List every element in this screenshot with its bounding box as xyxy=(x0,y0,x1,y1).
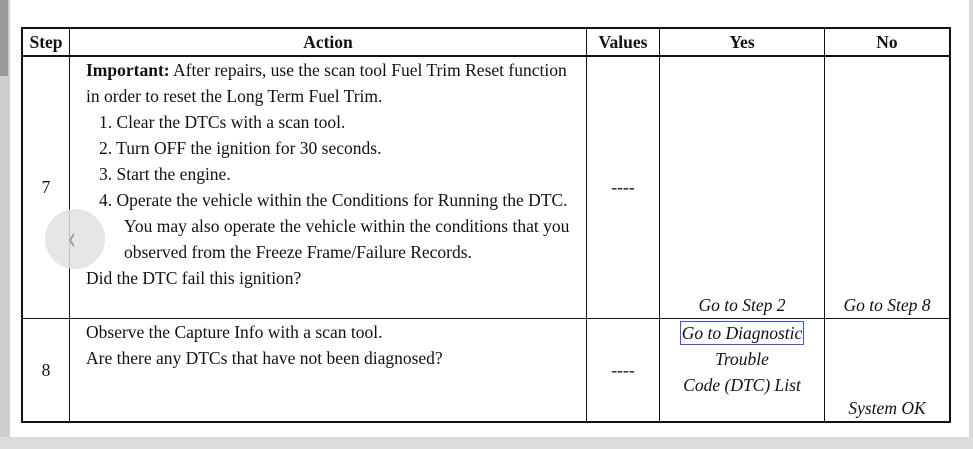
values-cell: ---- xyxy=(587,318,660,422)
no-cell xyxy=(825,56,951,318)
action-question: Are there any DTCs that have not been diagnosed? xyxy=(86,347,443,368)
header-values: Values xyxy=(587,28,660,56)
list-item: 3. Start the engine. xyxy=(99,164,231,184)
right-edge xyxy=(969,0,973,449)
left-scrollbar[interactable] xyxy=(0,0,10,449)
table-row-step-7 xyxy=(22,56,950,318)
action-cell xyxy=(70,318,587,422)
table-row-step-8 xyxy=(22,318,950,422)
no-system-ok: System OK xyxy=(848,398,926,418)
action-line: Observe the Capture Info with a scan tool. xyxy=(86,321,383,342)
no-cell xyxy=(825,318,951,422)
action-question: Did the DTC fail this ignition? xyxy=(86,268,302,288)
step-number: 7 xyxy=(22,56,70,318)
list-item: 4. Operate the vehicle within the Conditions for Running the DTC. You may also operate the vehicle within the conditions that you observed from the Freeze Frame/Failure Records. xyxy=(99,190,570,262)
header-row xyxy=(22,28,950,56)
scrollbar-thumb[interactable] xyxy=(0,0,8,76)
chevron-left-icon: ‹ xyxy=(67,219,77,259)
important-label: Important: xyxy=(86,60,170,80)
yes-dtc-list xyxy=(660,319,824,398)
no-goto-step-8[interactable]: Go to Step 8 xyxy=(843,294,931,315)
important-text: After repairs, use the scan tool Fuel Trim Reset function in order to reset the Long Term Fuel Trim. xyxy=(86,60,567,106)
diagnostic-table xyxy=(21,27,951,423)
important-note xyxy=(86,57,580,109)
yes-cell xyxy=(660,318,825,422)
list-item: 1. Clear the DTCs with a scan tool. xyxy=(99,112,346,132)
yes-line-3: Code (DTC) List xyxy=(683,374,801,395)
header-step: Step xyxy=(22,28,70,56)
previous-page-button[interactable] xyxy=(45,209,105,269)
list-item: 2. Turn OFF the ignition for 30 seconds. xyxy=(99,138,382,158)
go-to-diagnostic-link[interactable]: Go to Diagnostic xyxy=(681,322,803,343)
values-cell: ---- xyxy=(587,56,660,318)
header-yes: Yes xyxy=(660,28,825,56)
action-cell xyxy=(67,56,587,318)
bottom-edge xyxy=(0,437,973,449)
header-action: Action xyxy=(70,28,587,56)
yes-goto-step-2[interactable]: Go to Step 2 xyxy=(698,294,786,315)
step-number: 8 xyxy=(22,318,70,422)
yes-line-2: Trouble xyxy=(715,348,769,369)
yes-cell xyxy=(660,56,825,318)
header-no: No xyxy=(825,28,951,56)
procedure-list xyxy=(86,109,580,265)
